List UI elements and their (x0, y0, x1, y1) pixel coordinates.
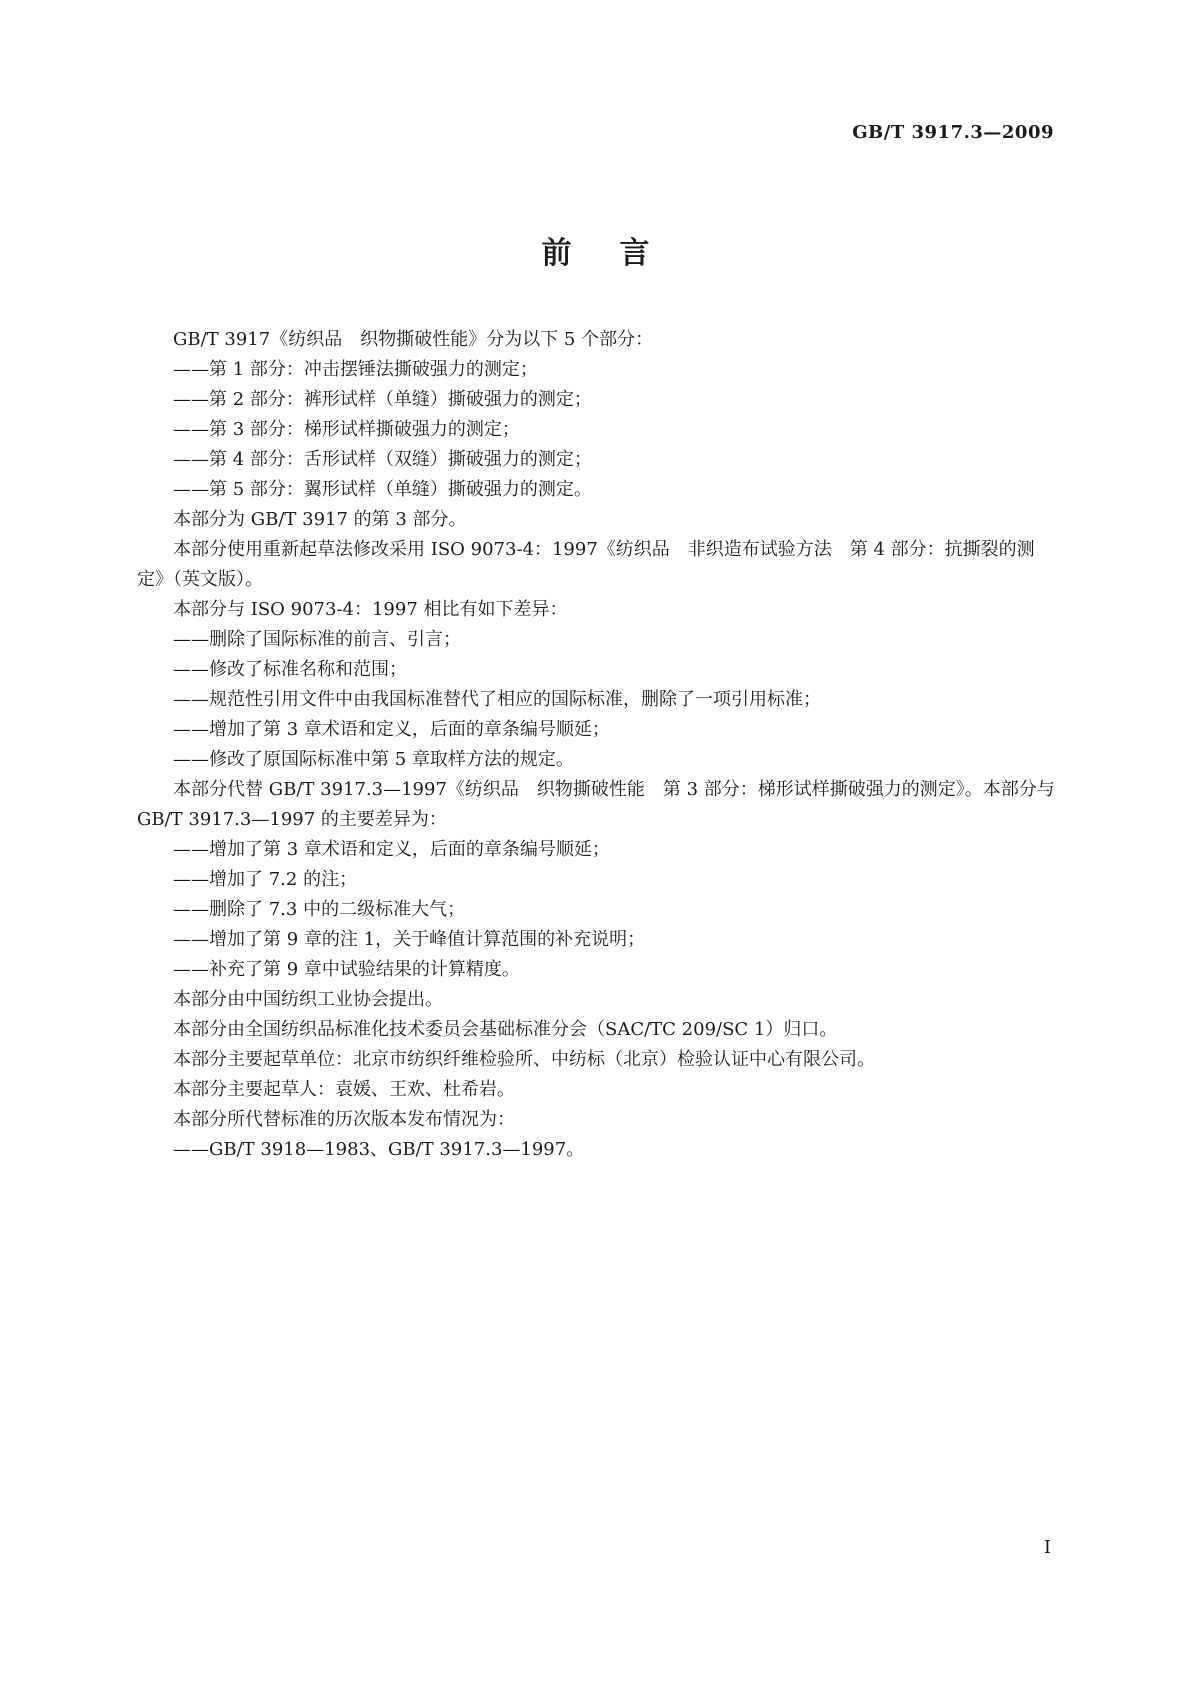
list-item: ——第 3 部分：梯形试样撕破强力的测定； (173, 419, 520, 440)
list-item: ——增加了第 3 章术语和定义，后面的章条编号顺延； (173, 839, 610, 860)
paragraph: 本部分使用重新起草法修改采用 ISO 9073-4：1997《纺织品 非织造布试验方法 第 4 部分：抗撕裂的测定》（英文版）。 (137, 539, 1035, 590)
paragraph: 本部分主要起草人：袁媛、王欢、杜希岩。 (173, 1079, 515, 1100)
paragraph: 本部分由全国纺织品标准化技术委员会基础标准分会（SAC/TC 209/SC 1）归口。 (173, 1019, 838, 1040)
list-item: ——删除了国际标准的前言、引言； (173, 629, 461, 650)
page-number: I (1043, 1537, 1051, 1558)
list-item: ——增加了 7.2 的注； (173, 869, 358, 890)
list-item: ——GB/T 3918—1983、GB/T 3917.3—1997。 (173, 1139, 585, 1160)
paragraph: 本部分代替 GB/T 3917.3—1997《纺织品 织物撕破性能 第 3 部分：梯形试样撕破强力的测定》。本部分与 GB/T 3917.3—1997 的主要差异为： (137, 779, 1055, 830)
list-item: ——第 4 部分：舌形试样（双缝）撕破强力的测定； (173, 449, 592, 470)
list-item: ——第 1 部分：冲击摆锤法撕破强力的测定； (173, 359, 538, 380)
paragraph: GB/T 3917《纺织品 织物撕破性能》分为以下 5 个部分： (173, 329, 654, 350)
list-item: ——补充了第 9 章中试验结果的计算精度。 (173, 959, 520, 980)
paragraph: 本部分主要起草单位：北京市纺织纤维检验所、中纺标（北京）检验认证中心有限公司。 (173, 1049, 875, 1070)
paragraph: 本部分所代替标准的历次版本发布情况为： (173, 1109, 515, 1130)
paragraph: 本部分为 GB/T 3917 的第 3 部分。 (173, 509, 467, 530)
list-item: ——第 2 部分：裤形试样（单缝）撕破强力的测定； (173, 389, 592, 410)
list-item: ——删除了 7.3 中的二级标准大气； (173, 899, 466, 920)
list-item: ——修改了标准名称和范围； (173, 659, 407, 680)
paragraph: 本部分由中国纺织工业协会提出。 (173, 989, 443, 1010)
standard-number: GB/T 3917.3—2009 (852, 122, 1054, 143)
list-item: ——第 5 部分：翼形试样（单缝）撕破强力的测定。 (173, 479, 592, 500)
page-title: 前言 (541, 236, 698, 271)
list-item: ——规范性引用文件中由我国标准替代了相应的国际标准，删除了一项引用标准； (173, 689, 821, 710)
list-item: ——增加了第 9 章的注 1，关于峰值计算范围的补充说明； (173, 929, 646, 950)
list-item: ——修改了原国际标准中第 5 章取样方法的规定。 (173, 749, 574, 770)
paragraph: 本部分与 ISO 9073-4：1997 相比有如下差异： (173, 599, 568, 620)
list-item: ——增加了第 3 章术语和定义，后面的章条编号顺延； (173, 719, 610, 740)
foreword-body (137, 325, 1055, 1165)
